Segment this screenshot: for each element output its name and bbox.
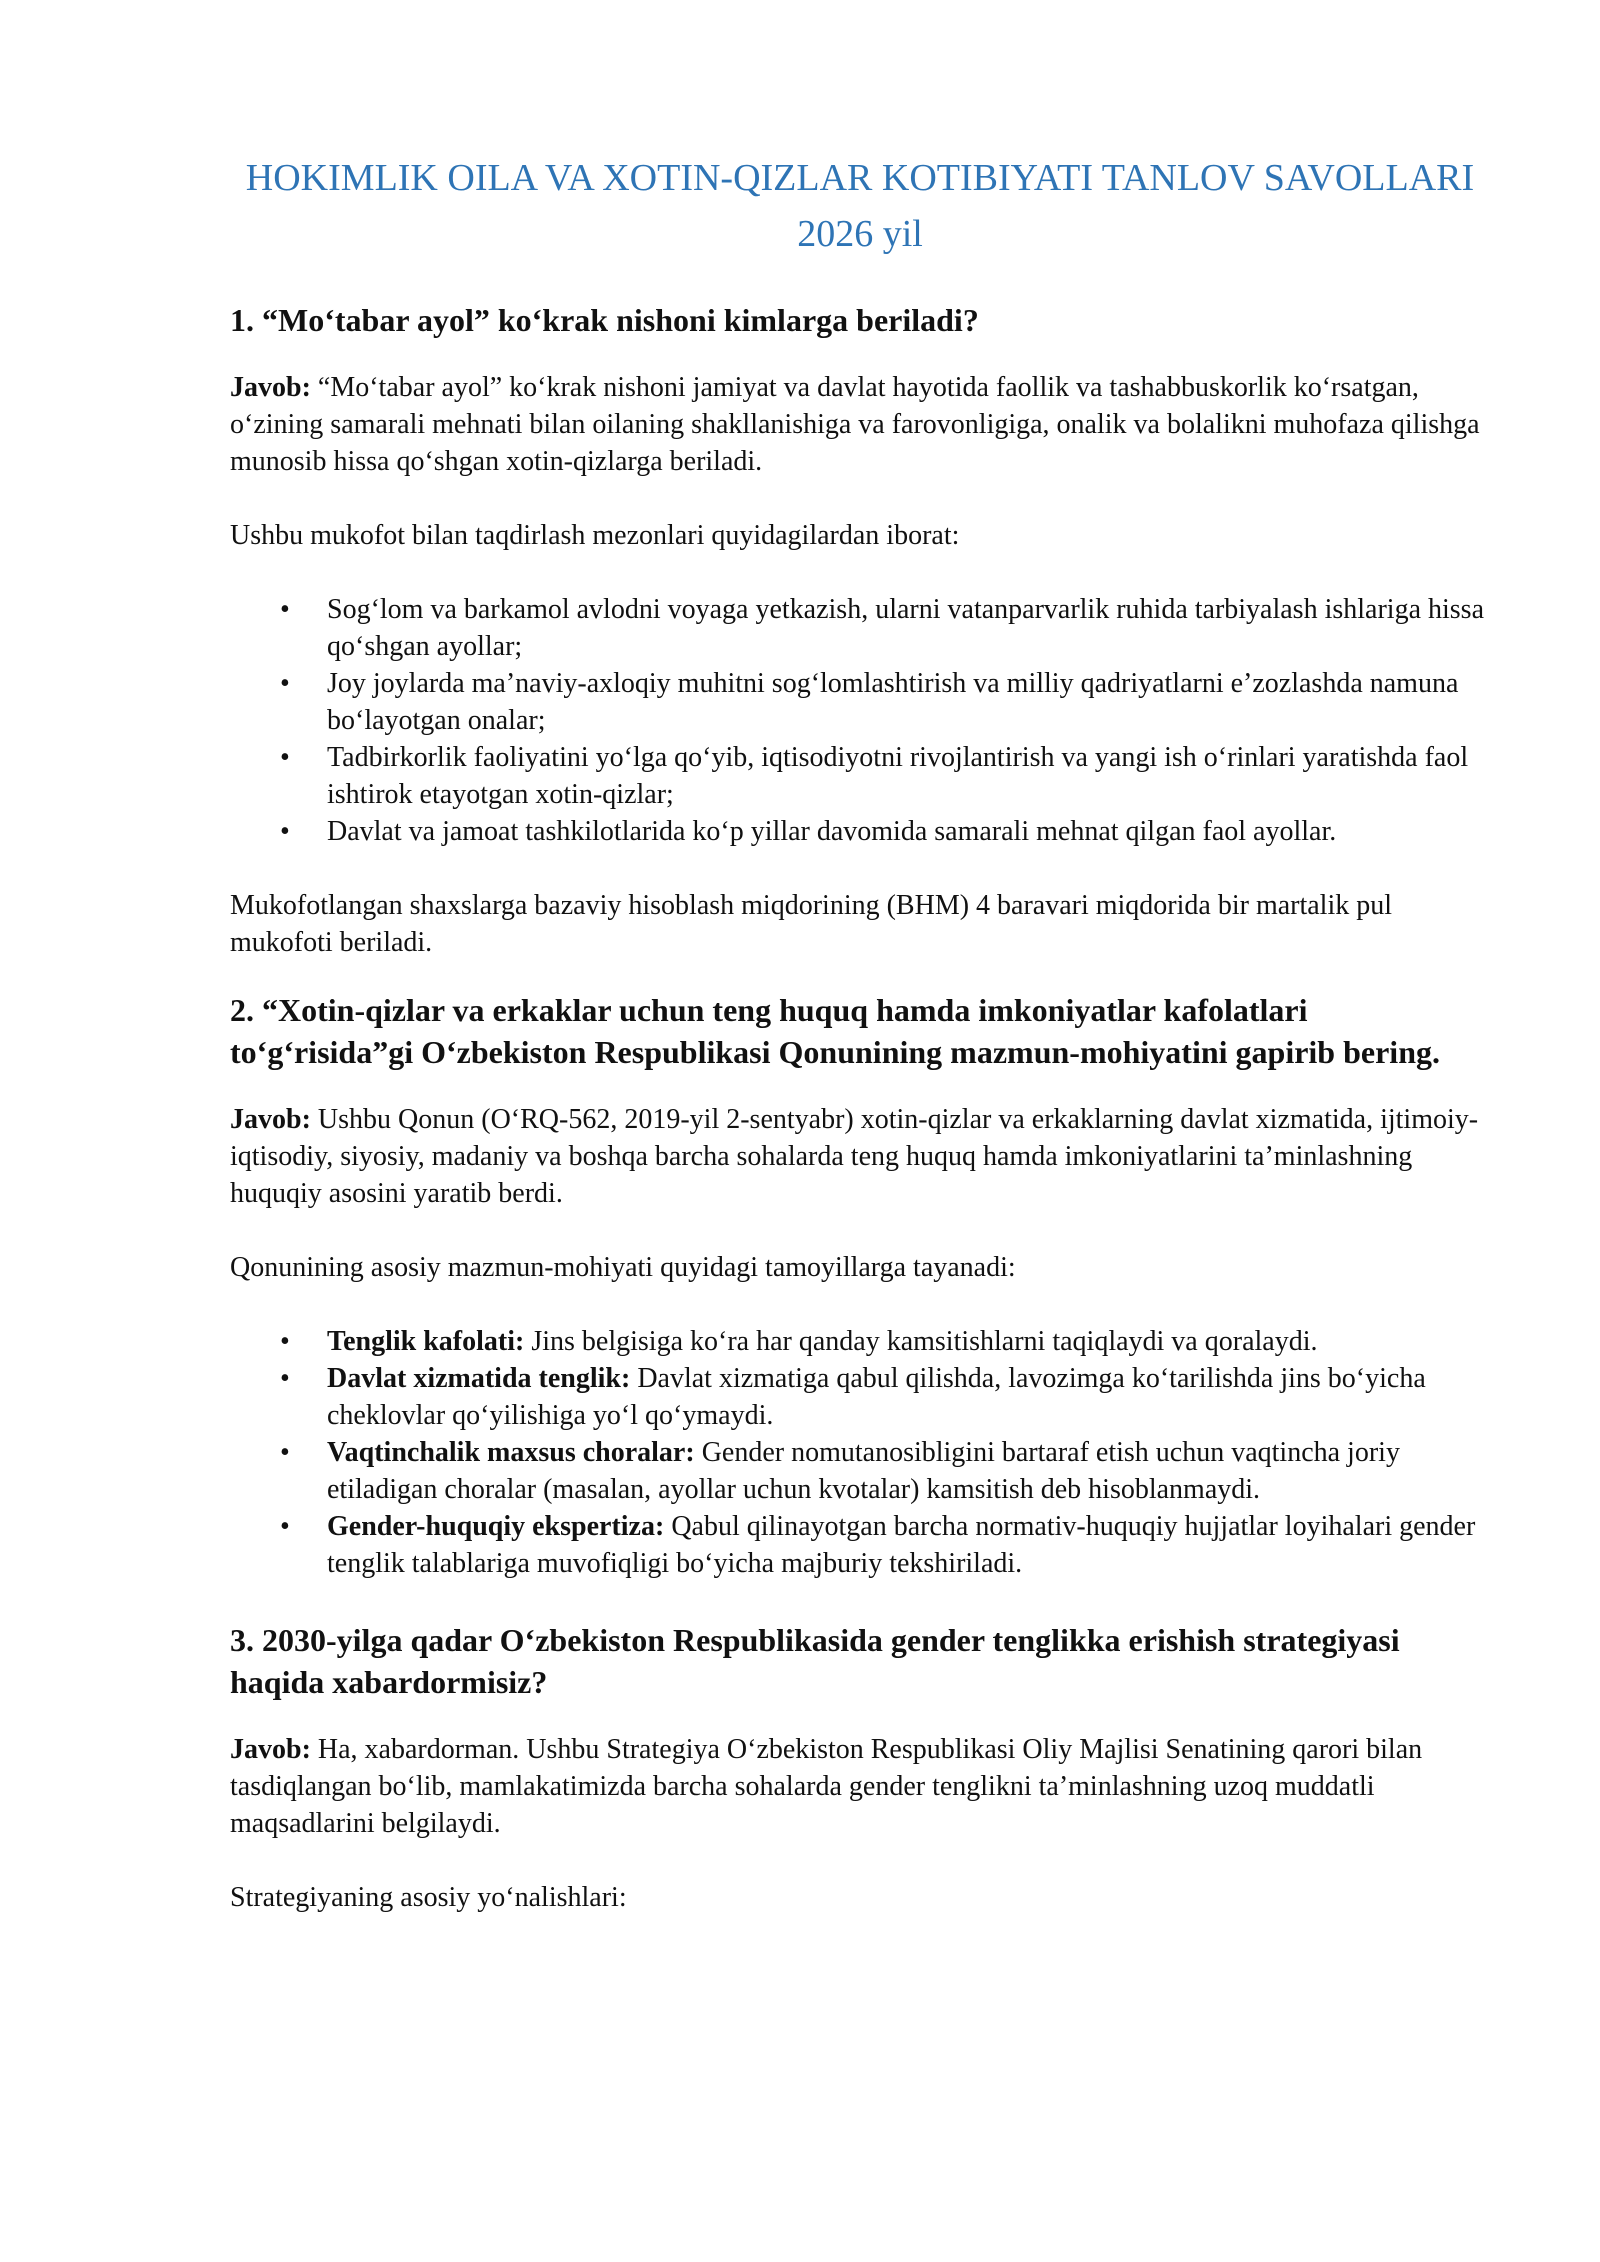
question-3-answer [230,1731,1490,1842]
question-1-answer [230,369,1490,480]
bullet-icon: • [280,742,290,773]
list-item: • Sog‘lom va barkamol avlodni voyaga yetkazish, ularni vatanparvarlik ruhida tarbiyalash ishlariga hissa qo‘shgan ayollar; [327,591,1490,665]
principle-term: Vaqtinchalik maxsus choralar: [327,1437,695,1468]
bullet-icon: • [280,1363,290,1394]
list-item: • Joy joylarda ma’naviy-axloqiy muhitni sog‘lomlashtirish va milliy qadriyatlarni e’zozlashda namuna bo‘layotgan onalar; [327,665,1490,739]
document-page [230,150,1490,1953]
list-item: • Davlat va jamoat tashkilotlarida ko‘p yillar davomida samarali mehnat qilgan faol ayollar. [327,813,1490,850]
question-2-principles-intro: Qonunining asosiy mazmun-mohiyati quyidagi tamoyillarga tayanadi: [230,1252,1016,1283]
question-3-directions-intro: Strategiyaning asosiy yo‘nalishlari: [230,1882,627,1913]
principle-term: Gender-huquqiy ekspertiza: [327,1511,665,1542]
question-1-criteria-intro: Ushbu mukofot bilan taqdirlash mezonlari quyidagilardan iborat: [230,520,960,551]
question-2-answer-text: Ushbu Qonun (O‘RQ-562, 2019-yil 2-sentyabr) xotin-qizlar va erkaklarning davlat xizmatida, ijtimoiy-iqtisodiy, siyosiy, madaniy va boshqa barcha sohalarda teng huquq hamda imkoniyatlarini ta’minlashning huquqiy asosini yaratib berdi. [230,1104,1479,1209]
principle-text: Jins belgisiga ko‘ra har qanday kamsitishlarni taqiqlaydi va qoralaydi. [524,1326,1318,1357]
question-3-answer-text: Ha, xabardorman. Ushbu Strategiya O‘zbekiston Respublikasi Oliy Majlisi Senatining qarori bilan tasdiqlangan bo‘lib, mamlakatimizda barcha sohalarda gender tenglikni ta’minlashning uzoq muddatli maqsadlarini belgilaydi. [230,1734,1423,1839]
answer-label: Javob: [230,1734,311,1765]
question-2-heading: 2. “Xotin-qizlar va erkaklar uchun teng huquq hamda imkoniyatlar kafolatlari to‘g‘risida”gi O‘zbekiston Respublikasi Qonunining mazmun-mohiyatini gapirib bering. [230,992,1440,1070]
principle-text: Davlat xizmatiga qabul qilishda, lavozimga ko‘tarilishda jins bo‘yicha cheklovlar qo‘yilishiga yo‘l qo‘ymaydi. [327,1363,1426,1431]
list-item [280,1323,1490,1360]
bullet-icon: • [280,668,290,699]
principle-term: Davlat xizmatida tenglik: [327,1363,631,1394]
bullet-icon: • [280,816,290,847]
bullet-icon: • [280,594,290,625]
question-1-criteria-list [230,591,1490,850]
answer-label: Javob: [230,372,311,403]
question-2-principles-list [230,1323,1490,1582]
question-1-reward: Mukofotlangan shaxslarga bazaviy hisoblash miqdorining (BHM) 4 baravari miqdorida bir martalik pul mukofoti beriladi. [230,890,1393,958]
list-item [280,1434,1490,1508]
question-1-answer-text: “Mo‘tabar ayol” ko‘krak nishoni jamiyat va davlat hayotida faollik va tashabbuskorlik ko‘rsatgan, o‘zining samarali mehnati bilan oilaning shakllanishiga va farovonligiga, onalik va bolalikni muhofaza qilishga munosib hissa qo‘shgan xotin-qizlarga beriladi. [230,372,1480,477]
bullet-icon: • [280,1511,290,1542]
bullet-icon: • [280,1437,290,1468]
principle-text: Gender nomutanosibligini bartaraf etish uchun vaqtincha joriy etiladigan choralar (masalan, ayollar uchun kvotalar) kamsitish deb hisoblanmaydi. [327,1437,1400,1505]
answer-label: Javob: [230,1104,311,1135]
list-item [280,1508,1490,1582]
principle-term: Tenglik kafolati: [327,1326,525,1357]
document-title: HOKIMLIK OILA VA XOTIN-QIZLAR KOTIBIYATI TANLOV SAVOLLARI 2026 yil [245,157,1475,255]
question-1-heading: 1. “Mo‘tabar ayol” ko‘krak nishoni kimlarga beriladi? [230,302,979,338]
question-3-heading: 3. 2030-yilga qadar O‘zbekiston Respublikasida gender tenglikka erishish strategiyasi haqida xabardormisiz? [230,1622,1400,1700]
principle-text: Qabul qilinayotgan barcha normativ-huquqiy hujjatlar loyihalari gender tenglik talablariga muvofiqligi bo‘yicha majburiy tekshiriladi. [327,1511,1476,1579]
question-2-answer [230,1101,1490,1212]
list-item: • Tadbirkorlik faoliyatini yo‘lga qo‘yib, iqtisodiyotni rivojlantirish va yangi ish o‘rinlari yaratishda faol ishtirok etayotgan xotin-qizlar; [327,739,1490,813]
bullet-icon: • [280,1326,290,1357]
list-item [280,1360,1490,1434]
